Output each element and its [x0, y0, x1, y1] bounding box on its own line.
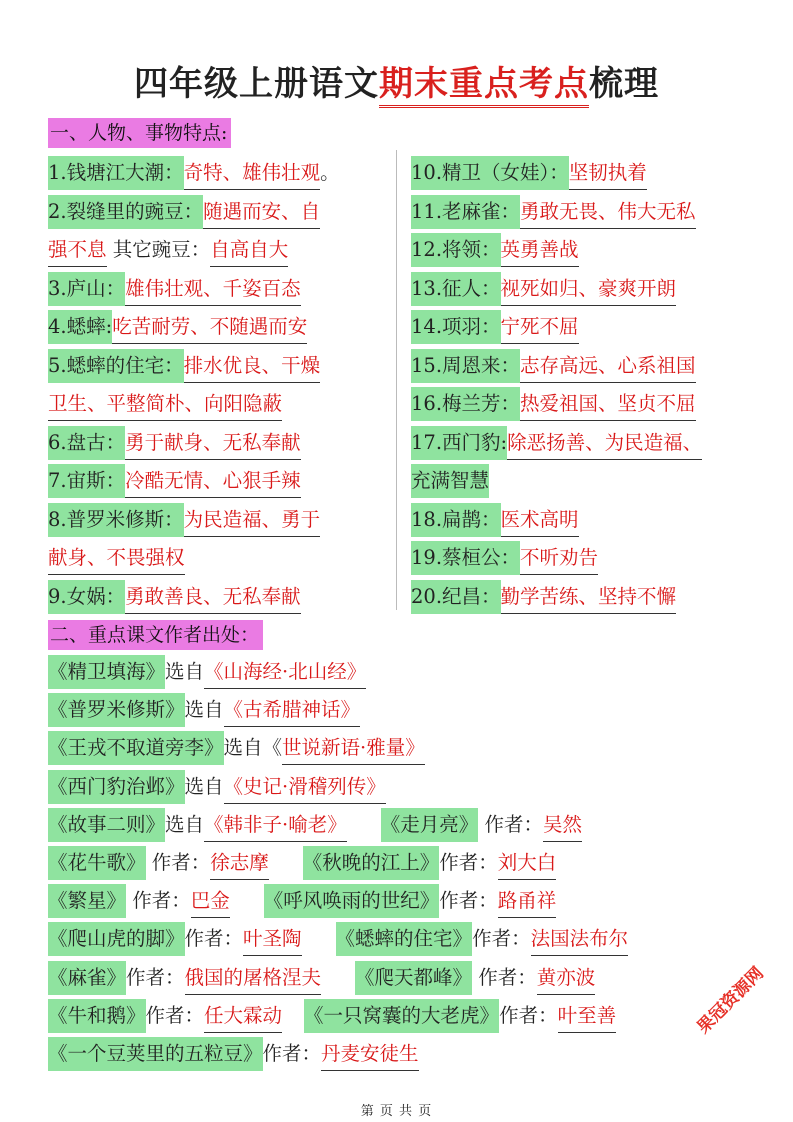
author-label: 作者：: [472, 927, 531, 951]
trait-answer: 卫生、平整简朴、向阳隐蔽: [48, 389, 282, 421]
trait-answer: 勤学苦练、坚持不懈: [501, 582, 677, 614]
trait-row: [411, 156, 702, 195]
author-answer: 法国法布尔: [531, 924, 629, 956]
source-row: [48, 770, 628, 808]
trait-answer: 志存高远、心系祖国: [520, 351, 696, 383]
trait-row: [48, 503, 340, 542]
source-row: [48, 731, 628, 769]
trait-label: 1.钱塘江大潮：: [48, 156, 184, 190]
trait-label: 8.普罗米修斯：: [48, 503, 184, 537]
source-label: 选自: [165, 660, 205, 683]
section1-heading: 一、人物、事物特点:: [48, 118, 231, 148]
author-answer: 任大霖动: [204, 1001, 282, 1033]
trait-row: [48, 156, 340, 195]
trait-row: [411, 195, 702, 234]
author-answer: 黄亦波: [537, 963, 596, 995]
source-label: 选自《: [223, 736, 283, 760]
trait-tail: 。: [320, 161, 340, 184]
author-label: 作者：: [478, 812, 543, 836]
trait-answer: 勇于献身、无私奉献: [125, 428, 301, 460]
title-highlight: 期末重点考点: [379, 64, 589, 108]
trait-answer: 医术高明: [501, 505, 579, 537]
trait-label: 充满智慧: [411, 464, 489, 498]
author-row: [48, 846, 628, 884]
trait-row: [411, 541, 702, 580]
works-list: [48, 655, 628, 1075]
trait-row: [411, 272, 702, 311]
trait-row: [411, 503, 702, 542]
author-answer: 巴金: [191, 886, 230, 918]
trait-label: 16.梅兰芳：: [411, 387, 520, 421]
author-answer: 刘大白: [498, 848, 557, 880]
trait-answer: 强不息: [48, 235, 107, 267]
author-label: 作者：: [439, 850, 498, 874]
source-label: 选自: [184, 698, 224, 722]
column-divider: [396, 150, 397, 610]
source-row: [48, 808, 628, 846]
work-title: 《一个豆荚里的五粒豆》: [48, 1037, 263, 1071]
trait-answer: 英勇善战: [501, 235, 579, 267]
work-title: 《王戎不取道旁李》: [48, 731, 224, 765]
watermark-logo: 果冠资源网: [693, 963, 768, 1038]
trait-label: 6.盘古：: [48, 426, 125, 460]
source-row: [48, 693, 628, 731]
trait-row: [48, 580, 340, 619]
trait-row: [48, 310, 340, 349]
author-answer: 徐志摩: [210, 848, 269, 880]
trait-row: [48, 195, 340, 234]
trait-answer: 热爱祖国、坚贞不屈: [520, 389, 696, 421]
trait-answer: 随遇而安、自: [203, 197, 320, 229]
source-answer: 《古希腊神话》: [224, 695, 361, 727]
title-suffix: 梳理: [589, 64, 659, 104]
source-answer: 《山海经·北山经》: [204, 657, 366, 689]
trait-answer: 为民造福、勇于: [184, 505, 321, 537]
trait-answer: 除恶扬善、为民造福、: [507, 428, 702, 460]
author-answer: 叶圣陶: [243, 924, 302, 956]
trait-answer: 冷酷无情、心狠手辣: [125, 466, 301, 498]
trait-label: 2.裂缝里的豌豆：: [48, 195, 203, 229]
trait-answer: 献身、不畏强权: [48, 543, 185, 575]
trait-answer: 奇特、雄伟壮观: [184, 158, 321, 190]
author-answer: 俄国的屠格涅夫: [185, 963, 322, 995]
trait-answer: 排水优良、干燥: [184, 351, 321, 383]
source-answer: 《韩非子·喻老》: [204, 810, 347, 842]
trait-answer: 坚韧执着: [569, 158, 647, 190]
trait-row: [48, 541, 340, 580]
trait-answer: 雄伟壮观、千姿百态: [125, 274, 301, 306]
work-title: 《一只窝囊的大老虎》: [304, 999, 499, 1033]
trait-row: [411, 387, 702, 426]
section2-heading: 二、重点课文作者出处：: [48, 620, 263, 650]
trait-row: [48, 233, 340, 272]
work-title: 《秋晚的江上》: [303, 846, 440, 880]
trait-answer: 勇敢善良、无私奉献: [125, 582, 301, 614]
author-label: 作者：: [145, 850, 211, 874]
author-row: [48, 922, 628, 960]
trait-label: 15.周恩来：: [411, 349, 520, 383]
work-title: 《花牛歌》: [48, 846, 146, 880]
trait-label: 4.蟋蟀:: [48, 310, 112, 344]
work-title: 《呼风唤雨的世纪》: [264, 884, 440, 918]
work-title: 《爬山虎的脚》: [48, 922, 185, 956]
page-footer: 第 页 共 页: [360, 1104, 433, 1119]
author-label: 作者：: [126, 965, 185, 989]
trait-answer: 勇敢无畏、伟大无私: [520, 197, 696, 229]
trait-answer: 自高自大: [210, 235, 288, 267]
author-answer: 路甬祥: [498, 886, 557, 918]
author-row: [48, 1037, 628, 1075]
work-title: 《爬天都峰》: [355, 961, 472, 995]
work-title: 《麻雀》: [48, 961, 126, 995]
trait-answer: 不听劝告: [520, 543, 598, 575]
author-label: 作者：: [145, 1003, 205, 1027]
trait-row: [48, 464, 340, 503]
traits-left-column: [48, 156, 340, 618]
source-row: [48, 655, 628, 693]
trait-label: 13.征人：: [411, 272, 501, 306]
source-answer: 《史记·滑稽列传》: [224, 772, 386, 804]
trait-row: [411, 349, 702, 388]
work-title: 《蟋蟀的住宅》: [336, 922, 473, 956]
page-title: [0, 56, 793, 105]
author-label: 作者：: [439, 889, 498, 913]
trait-label: 10.精卫（女娃）：: [411, 156, 569, 190]
source-label: 选自: [165, 812, 205, 836]
author-label: 作者：: [184, 927, 244, 951]
author-answer: 叶至善: [558, 1001, 617, 1033]
trait-label: 20.纪昌：: [411, 580, 501, 614]
work-title: 《繁星》: [48, 884, 126, 918]
trait-label: 12.将领：: [411, 233, 501, 267]
trait-answer: 吃苦耐劳、不随遇而安: [112, 312, 307, 344]
author-label: 作者：: [126, 889, 191, 913]
work-title: 《西门豹治邺》: [48, 770, 185, 804]
work-title: 《走月亮》: [381, 808, 479, 842]
trait-label: 19.蔡桓公：: [411, 541, 520, 575]
trait-row: [48, 426, 340, 465]
trait-label: 9.女娲：: [48, 580, 125, 614]
trait-label: 11.老麻雀：: [411, 195, 520, 229]
source-label: 选自: [184, 774, 224, 798]
work-title: 《普罗米修斯》: [48, 693, 185, 727]
trait-row: [411, 310, 702, 349]
trait-row: [411, 233, 702, 272]
trait-row: [411, 426, 702, 465]
trait-row: [48, 349, 340, 388]
trait-label: 14.项羽：: [411, 310, 501, 344]
trait-label: 7.宙斯：: [48, 464, 125, 498]
author-row: [48, 999, 628, 1037]
author-label: 作者：: [499, 1003, 558, 1027]
trait-label: 3.庐山：: [48, 272, 125, 306]
work-title: 《牛和鹅》: [48, 999, 146, 1033]
author-row: [48, 961, 628, 999]
work-title: 《精卫填海》: [48, 655, 165, 689]
traits-right-column: [411, 156, 702, 618]
trait-answer: 视死如归、豪爽开朗: [501, 274, 677, 306]
trait-label: 17.西门豹:: [411, 426, 507, 460]
trait-label: 18.扁鹊：: [411, 503, 501, 537]
trait-answer: 宁死不屈: [501, 312, 579, 344]
author-answer: 吴然: [543, 810, 582, 842]
trait-row: [48, 272, 340, 311]
trait-label: 其它豌豆：: [106, 238, 211, 261]
trait-row: [411, 464, 702, 503]
trait-row: [48, 387, 340, 426]
source-answer: 世说新语·雅量》: [282, 733, 425, 765]
trait-label: 5.蟋蟀的住宅：: [48, 349, 184, 383]
work-title: 《故事二则》: [48, 808, 165, 842]
author-label: 作者：: [472, 965, 537, 989]
title-text: 四年级上册语文: [134, 64, 379, 104]
author-label: 作者：: [262, 1041, 322, 1065]
trait-row: [411, 580, 702, 619]
author-answer: 丹麦安徒生: [321, 1039, 419, 1071]
author-row: [48, 884, 628, 922]
